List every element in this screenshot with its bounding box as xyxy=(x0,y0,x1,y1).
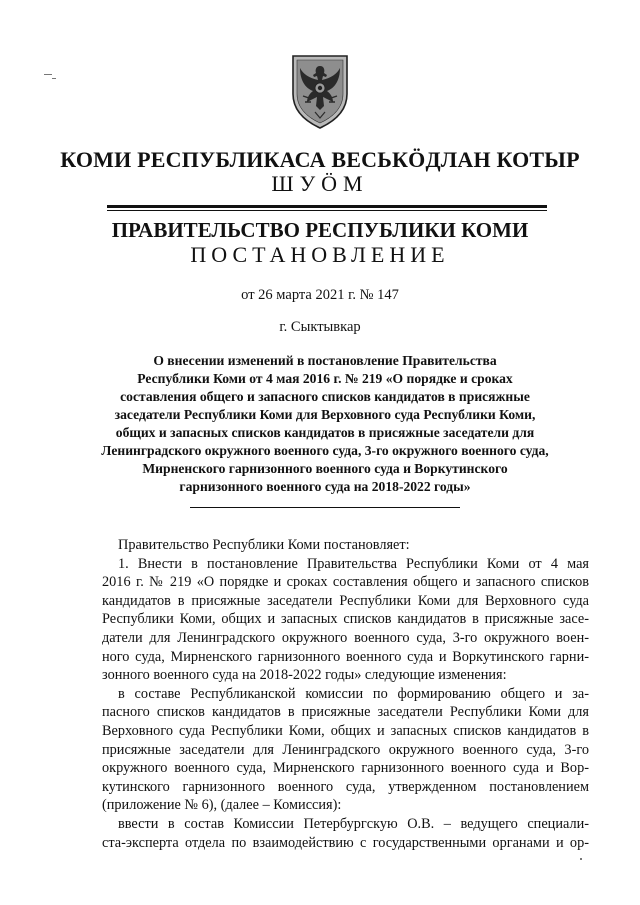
body-line: ста-эксперта отдела по взаимодействию с государственными органами и ор- xyxy=(102,834,589,851)
body-line: (приложение № 6), (далее – Комиссия): xyxy=(102,797,342,814)
body-line: Республики Коми, общих и запасных списков кандидатов в присяжные засе- xyxy=(102,611,589,628)
body-line: кандидатов в присяжные заседатели Республики Коми для Верховного суда xyxy=(102,592,589,609)
body-line: окружного военного суда, Мирненского гарнизонного военного суда и Вор- xyxy=(102,760,589,777)
scan-speck xyxy=(52,78,56,79)
scan-speck xyxy=(44,74,52,75)
scan-speck xyxy=(580,858,582,860)
title-line: Мирненского гарнизонного военного суда и Воркутинского xyxy=(142,461,508,476)
title-line: общих и запасных списков кандидатов в присяжные заседатели для xyxy=(115,425,535,440)
ru-header-subtitle: ПОСТАНОВЛЕНИЕ xyxy=(190,242,450,267)
document-city: г. Сыктывкар xyxy=(279,319,361,335)
title-line: Ленинградского окружного военного суда, 3-го окружного военного суда, xyxy=(101,443,549,458)
body-line: кутинского гарнизонного военного суда, утвержденном постановлением xyxy=(102,778,589,795)
title-line: О внесении изменений в постановление Правительства xyxy=(153,353,497,368)
body-line: Правительство Республики Коми постановляет: xyxy=(118,537,410,553)
komi-header-title: КОМИ РЕСПУБЛИКАСА ВЕСЬКӦДЛАН КОТЫР xyxy=(60,147,580,172)
body-line: пасного списков кандидатов в присяжные заседатели Республики Коми для xyxy=(102,704,589,721)
body-line: в составе Республиканской комиссии по формированию общего и за- xyxy=(118,685,589,702)
body-line: присяжные заседатели для Ленинградского окружного военного суда, 3-го xyxy=(102,741,589,758)
document-date: от 26 марта 2021 г. № 147 xyxy=(241,287,399,303)
title-line: Республики Коми от 4 мая 2016 г. № 219 «О порядке и сроках xyxy=(137,371,513,386)
document-title xyxy=(80,352,570,496)
body-line: зонного военного суда на 2018-2022 годы» следующие изменения: xyxy=(102,667,507,684)
header-divider-thick xyxy=(107,205,547,208)
title-line: гарнизонного военного суда на 2018-2022 годы» xyxy=(179,479,471,494)
title-line: составления общего и запасного списков кандидатов в присяжные xyxy=(120,389,530,404)
komi-header-subtitle: ШУӦМ xyxy=(271,171,369,196)
komi-coat-of-arms-icon xyxy=(289,50,351,130)
title-divider xyxy=(190,507,460,508)
body-line: ввести в состав Комиссии Петербургскую О.В. – ведущего специали- xyxy=(118,815,589,832)
body-line: ного суда, Мирненского гарнизонного военного суда и Воркутинского гарни- xyxy=(102,648,589,665)
body-line: Верховного суда Республики Коми, общих и запасных списков кандидатов в xyxy=(102,722,589,739)
ru-header-title: ПРАВИТЕЛЬСТВО РЕСПУБЛИКИ КОМИ xyxy=(111,218,529,242)
document-body xyxy=(102,536,589,852)
body-line: датели для Ленинградского окружного военного суда, 3-го окружного воен- xyxy=(102,629,589,646)
title-line: заседатели Республики Коми для Верховного суда Республики Коми, xyxy=(114,407,536,422)
header-divider-thin xyxy=(107,210,547,211)
body-line: 1. Внести в постановление Правительства Республики Коми от 4 мая xyxy=(118,555,589,572)
body-line: 2016 г. № 219 «О порядке и сроках составления общего и запасного списков xyxy=(102,574,589,591)
